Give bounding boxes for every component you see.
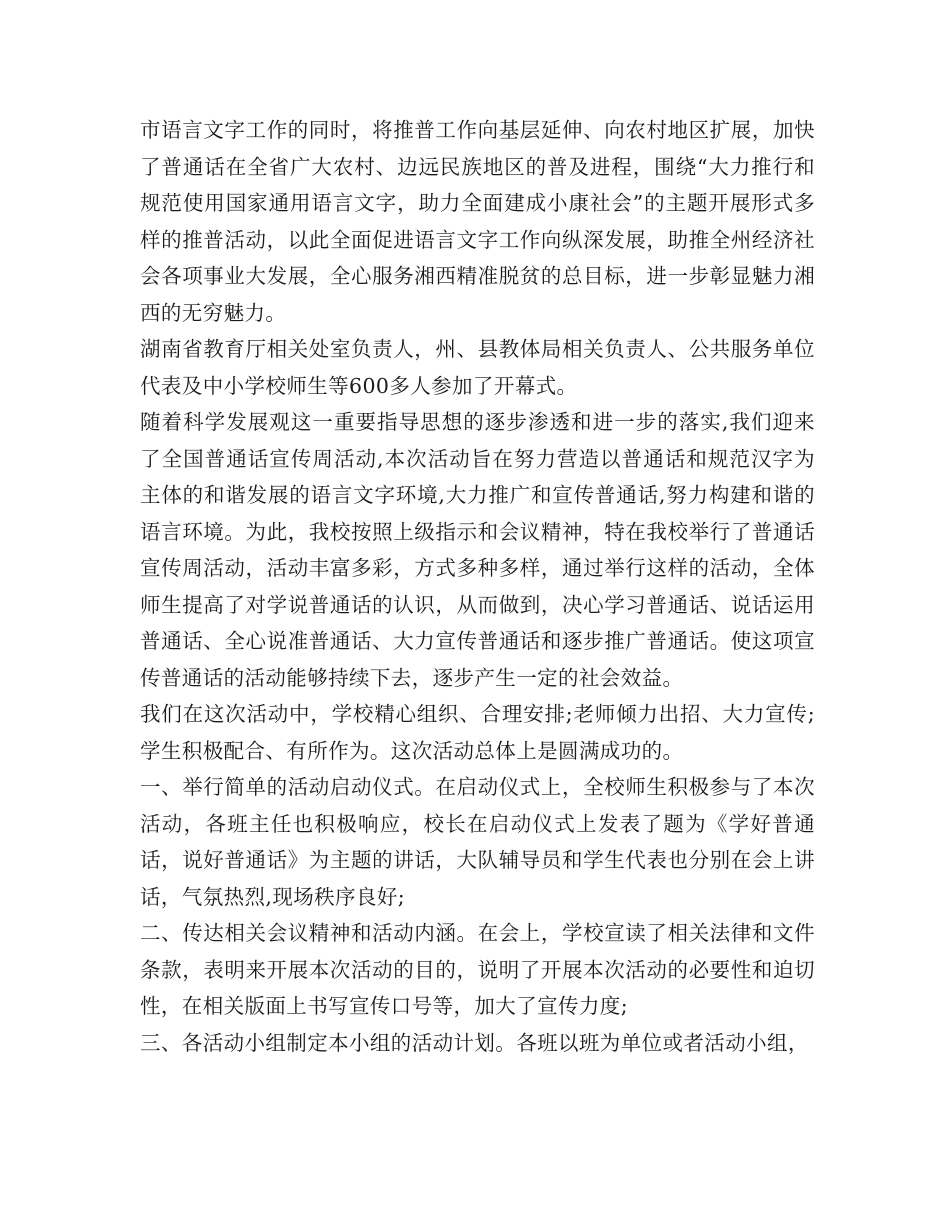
paragraph-3: 随着科学发展观这一重要指导思想的逐步渗透和进一步的落实,我们迎来了全国普通话宣传周活动,本次活动旨在努力营造以普通话和规范汉字为主体的和谐发展的语言文字环境,大力推广和宣传普通话,努力构建和谐的语言环境。为此，我校按照上级指示和会议精神，特在我校举行了普通话宣传周活动，活动丰富多彩，方式多种多样，通过举行这样的活动，全体师生提高了对学说普通话的认识，从而做到，决心学习普通话、说话运用普通话、全心说准普通话、大力宣传普通话和逐步推广普通话。使这项宣传普通话的活动能够持续下去，逐步产生一定的社会效益。	[140, 410, 815, 690]
paragraph-2: 湖南省教育厅相关处室负责人，州、县教体局相关负责人、公共服务单位代表及中小学校师生等600多人参加了开幕式。	[140, 337, 815, 398]
paragraph-7: 三、各活动小组制定本小组的活动计划。各班以班为单位或者活动小组，	[140, 1030, 809, 1055]
paragraph-5: 一、举行简单的活动启动仪式。在启动仪式上，全校师生积极参与了本次活动，各班主任也积极响应，校长在启动仪式上发表了题为《学好普通话，说好普通话》为主题的讲话，大队辅导员和学生代表也分别在会上讲话，气氛热烈,现场秩序良好;	[140, 775, 815, 909]
paragraph-6: 二、传达相关会议精神和活动内涵。在会上，学校宣读了相关法律和文件条款，表明来开展本次活动的目的，说明了开展本次活动的必要性和迫切性，在相关版面上书写宣传口号等，加大了宣传力度;	[140, 921, 815, 1018]
document-body	[140, 112, 815, 1061]
paragraph-4: 我们在这次活动中，学校精心组织、合理安排;老师倾力出招、大力宣传;学生积极配合、有所作为。这次活动总体上是圆满成功的。	[140, 702, 815, 763]
paragraph-1: 市语言文字工作的同时，将推普工作向基层延伸、向农村地区扩展，加快了普通话在全省广大农村、边远民族地区的普及进程，围绕“大力推行和规范使用国家通用语言文字，助力全面建成小康社会”的主题开展形式多样的推普活动，以此全面促进语言文字工作向纵深发展，助推全州经济社会各项事业大发展，全心服务湘西精准脱贫的总目标，进一步彰显魅力湘西的无穷魅力。	[140, 118, 815, 325]
